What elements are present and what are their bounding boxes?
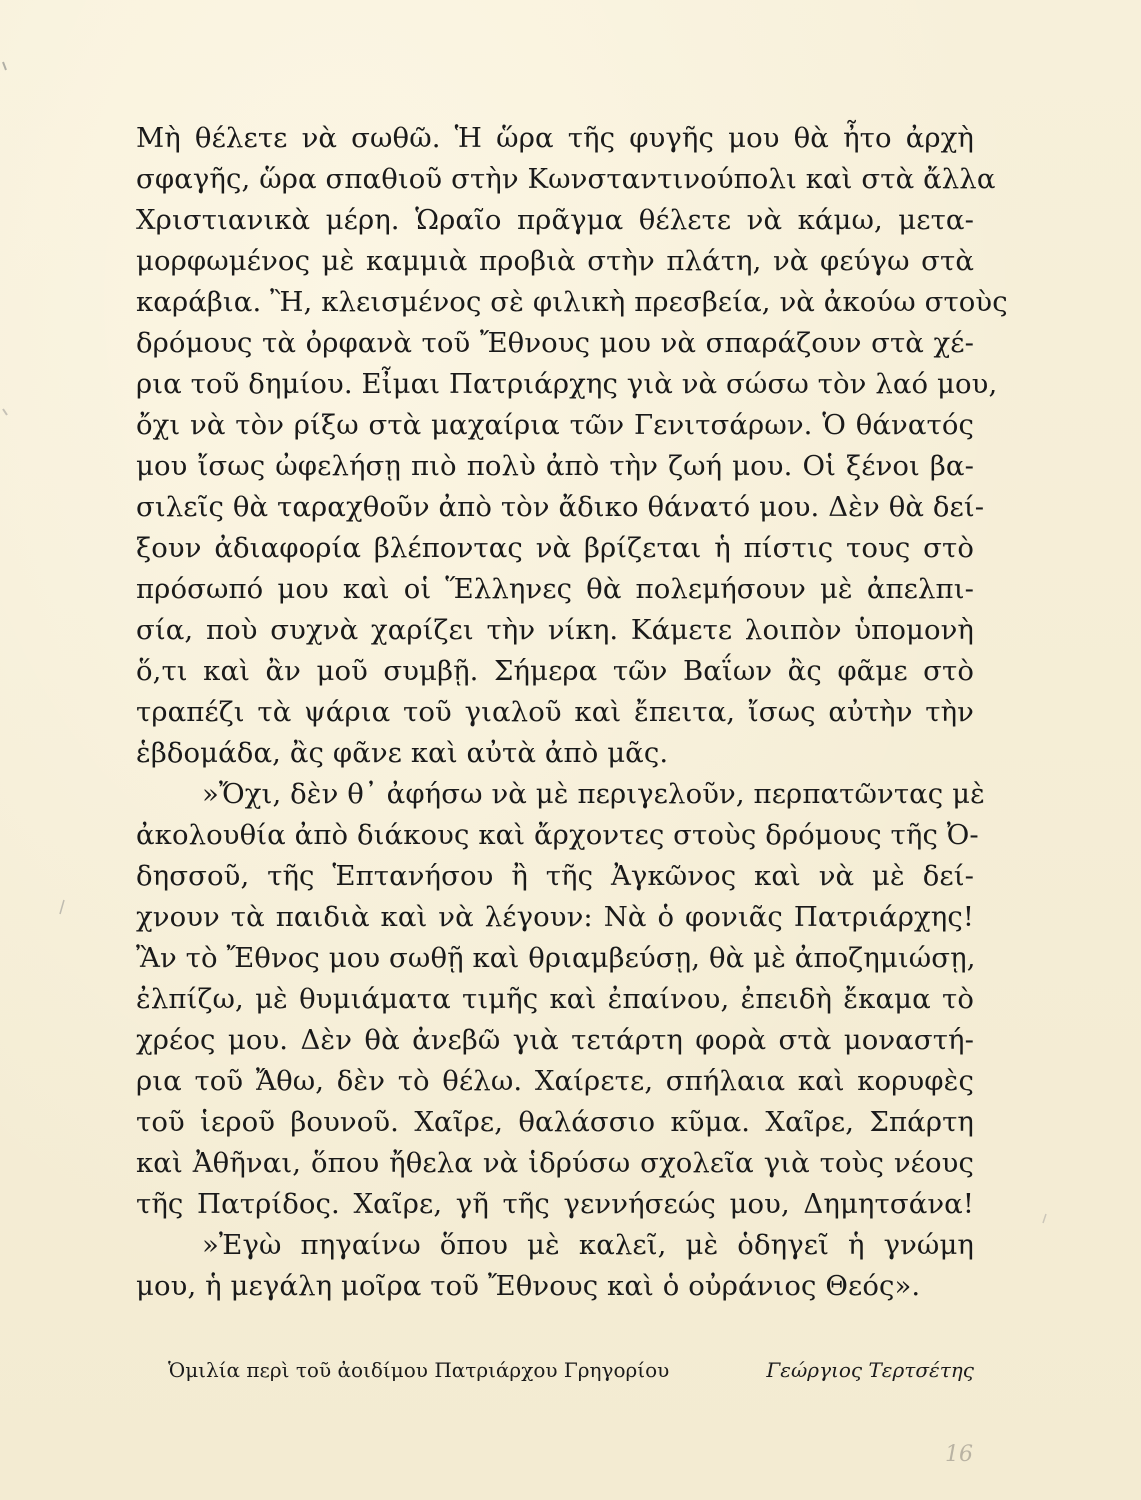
text-line: σιλεῖς θὰ ταραχθοῦν ἀπὸ τὸν ἄδικο θάνατό μου. Δὲν θὰ δεί- xyxy=(136,491,985,523)
page-number: 16 xyxy=(945,1442,973,1467)
text-line: ἐλπίζω, μὲ θυμιάματα τιμῆς καὶ ἐπαίνου, ἐπειδὴ ἔκαμα τὸ xyxy=(136,983,974,1015)
text-line: »Ἐγὼ πηγαίνω ὅπου μὲ καλεῖ, μὲ ὁδηγεῖ ἡ γνώμη xyxy=(202,1229,974,1261)
text-line: Ἂν τὸ Ἔθνος μου σωθῇ καὶ θριαμβεύσῃ, θὰ μὲ ἀποζημιώσῃ, xyxy=(136,942,976,974)
text-line: μου ἴσως ὠφελήσῃ πιὸ πολὺ ἀπὸ τὴν ζωή μου. Οἱ ξένοι βα- xyxy=(136,450,974,482)
text-line: τῆς Πατρίδος. Χαῖρε, γῆ τῆς γεννήσεώς μου, Δημητσάνα! xyxy=(136,1188,974,1220)
caption-author: Γεώργιος Τερτσέτης xyxy=(766,1358,974,1382)
text-line: ὄχι νὰ τὸν ρίξω στὰ μαχαίρια τῶν Γενιτσάρων. Ὁ θάνατός xyxy=(136,409,974,441)
text-line: πρόσωπό μου καὶ οἱ Ἕλληνες θὰ πολεμήσουν μὲ ἀπελπι- xyxy=(136,573,974,605)
text-line: δρόμους τὰ ὀρφανὰ τοῦ Ἔθνους μου νὰ σπαράζουν στὰ χέ- xyxy=(136,327,974,359)
text-line: »Ὄχι, δὲν θ᾽ ἀφήσω νὰ μὲ περιγελοῦν, περπατῶντας μὲ xyxy=(202,778,985,810)
text-line: χρέος μου. Δὲν θὰ ἀνεβῶ γιὰ τετάρτη φορὰ στὰ μοναστή- xyxy=(136,1024,974,1056)
text-line: ἑβδομάδα, ἂς φᾶνε καὶ αὐτὰ ἀπὸ μᾶς. xyxy=(136,737,669,769)
text-line: δησσοῦ, τῆς Ἑπτανήσου ἢ τῆς Ἀγκῶνος καὶ νὰ μὲ δεί- xyxy=(136,860,974,892)
text-line: ξουν ἀδιαφορία βλέποντας νὰ βρίζεται ἡ πίστις τους στὸ xyxy=(136,532,974,564)
caption-source: Ὁμιλία περὶ τοῦ ἀοιδίμου Πατριάρχου Γρηγορίου xyxy=(168,1358,670,1382)
text-line: καράβια. Ἢ, κλεισμένος σὲ φιλικὴ πρεσβεία, νὰ ἀκούω στοὺς xyxy=(136,286,1008,318)
text-line: χνουν τὰ παιδιὰ καὶ νὰ λέγουν: Νὰ ὁ φονιᾶς Πατριάρχης! xyxy=(136,901,974,933)
text-line: ρια τοῦ δημίου. Εἶμαι Πατριάρχης γιὰ νὰ σώσω τὸν λαό μου, xyxy=(136,368,998,400)
text-line: τραπέζι τὰ ψάρια τοῦ γιαλοῦ καὶ ἔπειτα, ἴσως αὐτὴν τὴν xyxy=(136,696,974,728)
text-line: Μὴ θέλετε νὰ σωθῶ. Ἡ ὥρα τῆς φυγῆς μου θὰ ἦτο ἀρχὴ xyxy=(136,122,974,154)
text-line: μορφωμένος μὲ καμμιὰ προβιὰ στὴν πλάτη, νὰ φεύγω στὰ xyxy=(136,245,974,277)
text-line: τοῦ ἱεροῦ βουνοῦ. Χαῖρε, θαλάσσιο κῦμα. Χαῖρε, Σπάρτη xyxy=(136,1106,974,1138)
text-line: σία, ποὺ συχνὰ χαρίζει τὴν νίκη. Κάμετε λοιπὸν ὑπομονὴ xyxy=(136,614,974,646)
text-line: σφαγῆς, ὥρα σπαθιοῦ στὴν Κωνσταντινούπολι καὶ στὰ ἄλλα xyxy=(136,163,996,195)
text-line: μου, ἡ μεγάλη μοῖρα τοῦ Ἔθνους καὶ ὁ οὐράνιος Θεός». xyxy=(136,1270,921,1302)
text-line: ὅ,τι καὶ ἂν μοῦ συμβῇ. Σήμερα τῶν Βαΐων ἂς φᾶμε στὸ xyxy=(136,655,974,687)
text-line: Χριστιανικὰ μέρη. Ὡραῖο πρᾶγμα θέλετε νὰ κάμω, μετα- xyxy=(136,204,974,236)
text-line: ρια τοῦ Ἄθω, δὲν τὸ θέλω. Χαίρετε, σπήλαια καὶ κορυφὲς xyxy=(136,1065,974,1097)
body-text xyxy=(136,118,1008,1307)
source-caption xyxy=(168,1356,974,1384)
text-line: ἀκολουθία ἀπὸ διάκους καὶ ἄρχοντες στοὺς δρόμους τῆς Ὀ- xyxy=(136,819,979,851)
text-line: καὶ Ἀθῆναι, ὅπου ἤθελα νὰ ἱδρύσω σχολεῖα γιὰ τοὺς νέους xyxy=(136,1147,974,1179)
